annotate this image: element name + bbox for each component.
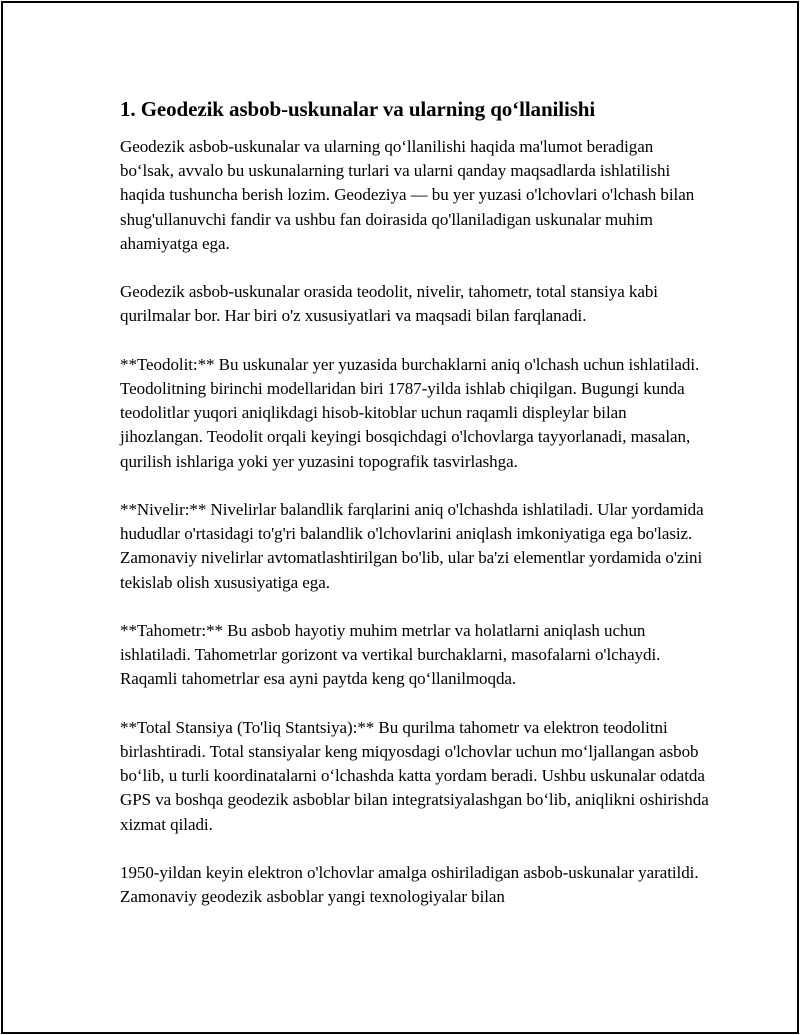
- paragraph-tahometr: **Tahometr:** Bu asbob hayotiy muhim metrlar va holatlarni aniqlash uchun ishlatiladi. Tahometrlar gorizont va vertikal burchaklarni, masofalarni o'lchaydi. Raqamli tahometrlar esa ayni paytda keng qo‘llanilmoqda.: [120, 621, 661, 689]
- document-body: [120, 95, 710, 934]
- document-page: [1, 1, 799, 1034]
- paragraph-teodolit: **Teodolit:** Bu uskunalar yer yuzasida burchaklarni aniq o'lchash uchun ishlatiladi. Teodolitning birinchi modellaridan biri 1787-yilda ishlab chiqilgan. Bugungi kunda teodolitlar yuqori aniqlikdagi hisob-kitoblar uchun raqamli displeylar bilan jihozlangan. Teodolit orqali keyingi bosqichdagi o'lchovlarga tayyorlanadi, masalan, qurilish ishlariga yoki yer yuzasini topografik tasvirlashga.: [120, 354, 700, 471]
- paragraph-history: 1950-yildan keyin elektron o'lchovlar amalga oshiriladigan asbob-uskunalar yaratildi. Zamonaviy geodezik asboblar yangi texnologiyalar bilan: [120, 863, 699, 907]
- paragraph-nivelir: **Nivelir:** Nivelirlar balandlik farqlarini aniq o'lchashda ishlatiladi. Ular yordamida hududlar o'rtasidagi to'g'ri balandlik o'lchovlarini aniqlash imkoniyatiga ega bo'lasiz. Zamonaviy nivelirlar avtomatlashtirilgan bo'lib, ular ba'zi elementlar yordamida o'zini tekislab olish xususiyatiga ega.: [120, 500, 704, 592]
- paragraph-total-stansiya: **Total Stansiya (To'liq Stantsiya):** Bu qurilma tahometr va elektron teodolitni birlashtiradi. Total stansiyalar keng miqyosdagi o'lchovlar uchun mo‘ljallangan asbob bo‘lib, u turli koordinatalarni o‘lchashda katta yordam beradi. Ushbu uskunalar odatda GPS va boshqa geodezik asboblar bilan integratsiyalashgan bo‘lib, aniqlikni oshirishda xizmat qiladi.: [120, 717, 709, 834]
- paragraph-intro: Geodezik asbob-uskunalar va ularning qo‘llanilishi haqida ma'lumot beradigan bo‘lsak, avvalo bu uskunalarning turlari va ularni qanday maqsadlarda ishlatilishi haqida tushuncha berish lozim. Geodeziya — bu yer yuzasi o'lchovlari o'lchash bilan shug'ullanuvchi fandir va ushbu fan doirasida qo'llaniladigan uskunalar muhim ahamiyatga ega.: [120, 137, 695, 253]
- paragraph-instruments-list: Geodezik asbob-uskunalar orasida teodolit, nivelir, tahometr, total stansiya kabi qurilmalar bor. Har biri o'z xususiyatlari va maqsadi bilan farqlanadi.: [120, 282, 658, 326]
- document-title: 1. Geodezik asbob-uskunalar va ularning qo‘llanilishi: [120, 97, 596, 121]
